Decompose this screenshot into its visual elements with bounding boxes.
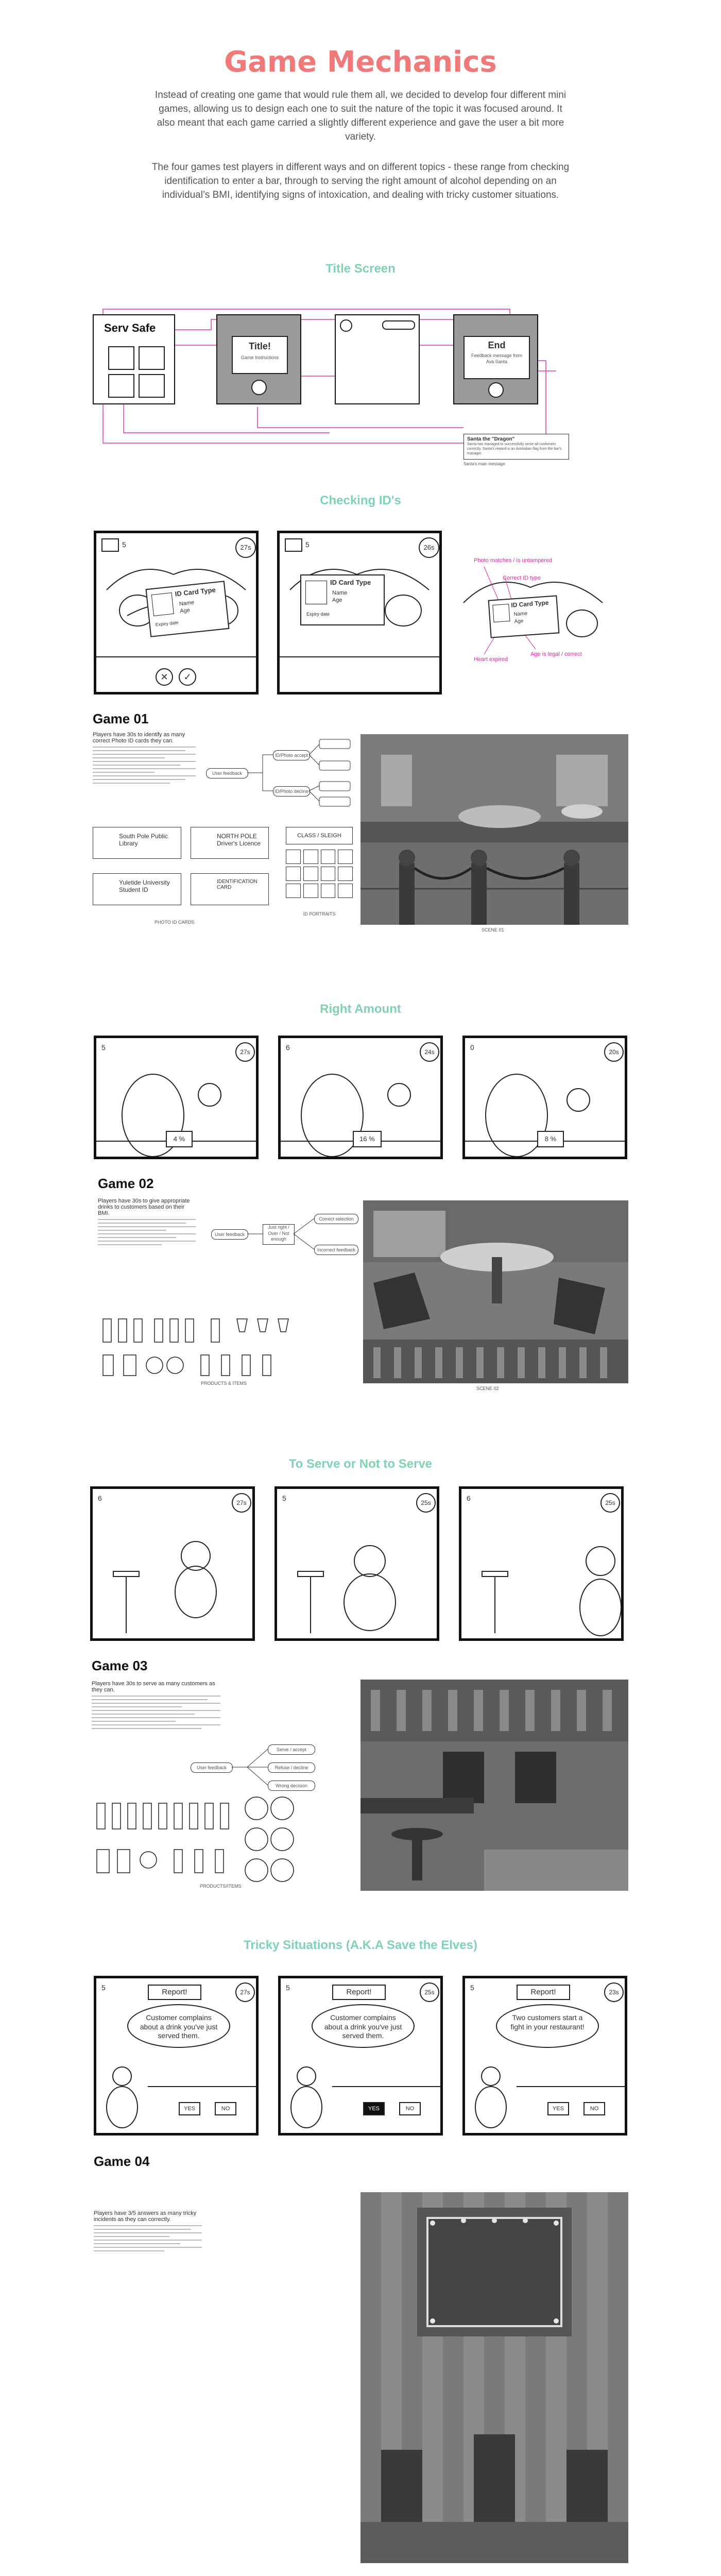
instruction-card-title: Title! (249, 341, 271, 351)
id-card-assets (93, 827, 283, 930)
annotation-heart: Heart expired (474, 656, 508, 663)
id-card[interactable] (300, 574, 385, 625)
game-04-notes (94, 2210, 202, 2254)
caption-scene-01: SCENE 01 (482, 927, 504, 933)
flow-mid: Just right / Over / Not enough (263, 1224, 295, 1245)
instruction-card-sub: Game Instructions (241, 355, 279, 360)
flow-serve: Serve / accept (268, 1744, 315, 1755)
report-banner: Report! (517, 1985, 570, 2000)
serve-frame-3 (459, 1486, 624, 1641)
game-02-products (98, 1309, 340, 1386)
flow-decline: ID/Photo decline (273, 786, 310, 796)
title-screen-flow (93, 299, 628, 464)
customer-count: 6 (98, 1494, 102, 1502)
title-screen-2 (216, 314, 301, 404)
caption-id-portraits: ID PORTRAITS (303, 911, 336, 917)
no-button[interactable]: NO (215, 2102, 236, 2115)
menu-tile[interactable] (108, 346, 134, 370)
id-card-type: ID Card Type (510, 599, 549, 609)
customer-count: 5 (101, 1043, 106, 1052)
flow-root: User feedback (211, 1229, 248, 1240)
no-button[interactable]: NO (583, 2102, 605, 2115)
timer: 27s (235, 537, 256, 558)
annotation-age: Age is legal / correct (530, 651, 582, 657)
section-heading-serve: To Serve or Not to Serve (288, 1457, 433, 1471)
flow-accept: ID/Photo accept (273, 750, 310, 760)
flow-incorrect: Incorrect feedback (314, 1245, 358, 1255)
customer-count: 5 (122, 540, 126, 549)
caption-products: PRODUCTS & ITEMS (201, 1381, 247, 1386)
customer-count: 5 (282, 1494, 286, 1502)
menu-grid (108, 346, 165, 398)
timer-icon (340, 319, 352, 332)
scene-03-bar (360, 1680, 628, 1891)
accept-button[interactable]: ✓ (179, 668, 196, 686)
game-04-label: Game 04 (94, 2154, 150, 2169)
intro-paragraph-2: The four games test players in different ways and on different topics - these range from checking identification to enter a bar, through to serving the right amount of alcohol depending on an individual’s BMI, identifying signs of intoxication, and dealing with tricky customer situations. (151, 162, 570, 200)
intro-paragraph-1: Instead of creating one game that would rule them all, we decided to develop four different mini games, allowing us to design each one to suit the nature of the topic it was focused around. It also meant that each game carried a slightly different experience and gave the user a bit more variety. (154, 90, 566, 142)
right-amount-frames (94, 1036, 629, 1159)
id-card-type: ID Card Type (330, 579, 371, 586)
drink-icons (98, 1309, 340, 1386)
game-02-notes (98, 1198, 196, 1248)
asset-card-library (93, 827, 181, 859)
id-expiry: Expiry date (155, 619, 179, 628)
id-photo (305, 581, 327, 604)
menu-tile[interactable] (139, 346, 165, 370)
id-age: Age (332, 597, 342, 603)
checking-id-annotated (453, 531, 618, 694)
situation-bubble: Two customers start a fight in your restaurant! (496, 2004, 599, 2048)
section-heading-tricky: Tricky Situations (A.K.A Save the Elves) (244, 1938, 477, 1952)
customer-count: 5 (305, 540, 310, 549)
flow-wrong: Wrong decision (268, 1781, 315, 1791)
scene-02-illustration (363, 1200, 628, 1383)
timer: 26s (419, 537, 439, 558)
asset-card-library-text: South Pole Public Library (119, 833, 168, 847)
id-name: Name (332, 590, 348, 596)
annotation-photo: Photo matches / is untampered (474, 557, 553, 564)
timer: 25s (600, 1493, 620, 1513)
serve-frame-1 (90, 1486, 255, 1641)
right-amount-frame-1 (94, 1036, 259, 1159)
santa-note-title: Santa the "Dragon" (467, 436, 515, 442)
end-card-sub: Feedback message from Ava Santa (471, 353, 523, 364)
timer: 27s (235, 1982, 255, 2002)
game-03-label: Game 03 (92, 1658, 148, 1673)
annotation-correct-type: Correct ID type (503, 575, 541, 581)
customer-count: 6 (467, 1494, 471, 1502)
title-screen-3 (335, 314, 420, 404)
id-photo (151, 592, 174, 616)
caption-scene-02: SCENE 02 (476, 1386, 499, 1391)
bmi-percentage: 16 % (353, 1131, 382, 1147)
situation-bubble: Customer complains about a drink you've just served them. (127, 2004, 230, 2048)
bmi-percentage: 4 % (166, 1131, 193, 1147)
section-heading-right-amount: Right Amount (320, 1002, 401, 1016)
tricky-frame-2 (278, 1976, 443, 2136)
sleigh-class: CLASS / SLEIGH (286, 827, 353, 844)
id-card (488, 595, 560, 638)
portrait-grid (286, 850, 353, 898)
scene-01-street (360, 734, 628, 925)
asset-card-licence (191, 827, 269, 859)
serve-frame-2 (274, 1486, 439, 1641)
end-card (464, 336, 530, 379)
customer-count: 5 (470, 1984, 474, 1992)
game-02-desc: Players have 30s to give appropriate drinks to customers based on their BMI. (98, 1198, 190, 1216)
game-01-desc: Players have 30s to identify as many correct Photo ID cards they can. (93, 732, 185, 744)
game-03-icons (92, 1793, 339, 1891)
game-02-label: Game 02 (98, 1176, 154, 1191)
id-card-type: ID Card Type (175, 586, 216, 598)
scene-04-illustration (360, 2192, 628, 2563)
asset-card-identification (191, 873, 269, 905)
id-portraits (286, 827, 353, 930)
tricky-frame-1 (94, 1976, 259, 2136)
timer: 27s (232, 1493, 251, 1513)
flow-refuse: Refuse / decline (268, 1762, 315, 1773)
santa-note-caption: Santa's main message (464, 462, 505, 466)
asset-card-identification-text: IDENTIFICATION CARD (217, 879, 258, 890)
game-03-notes (92, 1681, 220, 1732)
game-04-desc: Players have 3/5 answers as many tricky incidents as they can correctly. (94, 2210, 197, 2223)
timer: 27s (235, 1042, 255, 1062)
checking-id-frame-1 (94, 531, 259, 694)
timer: 25s (420, 1982, 439, 2002)
menu-tile[interactable] (108, 374, 134, 398)
serve-frames (90, 1486, 626, 1641)
instruction-card (232, 336, 288, 374)
section-heading-title-screen: Title Screen (325, 262, 396, 276)
situation-bubble: Customer complains about a drink you've just served them. (312, 2004, 415, 2048)
checking-id-frame-2 (277, 531, 442, 694)
id-card-icon (101, 538, 119, 552)
santa-note (464, 434, 569, 460)
title-screen-4 (453, 314, 538, 404)
play-button[interactable] (251, 380, 267, 395)
bmi-percentage: 8 % (537, 1131, 564, 1147)
game-03-products (92, 1793, 339, 1891)
timer: 24s (420, 1042, 439, 1062)
right-amount-frame-2 (278, 1036, 443, 1159)
page-title: Game Mechanics (224, 45, 497, 79)
progress-pill (382, 320, 415, 330)
tricky-frame-3 (462, 1976, 627, 2136)
id-card-icon (285, 538, 302, 552)
game-02-flowchart (211, 1206, 360, 1262)
yes-button[interactable]: YES (547, 2102, 569, 2115)
game-03-flowchart (191, 1741, 355, 1793)
game-03-desc: Players have 30s to serve as many customers as they can. (92, 1681, 215, 1693)
id-photo (492, 604, 510, 622)
flow-root: User feedback (206, 768, 248, 778)
title-screen-1-title: Serv Safe (104, 321, 156, 334)
flow-correct: Correct selection (314, 1214, 358, 1224)
id-card[interactable] (146, 581, 230, 637)
id-name: Name (179, 599, 195, 607)
customer-count: 6 (286, 1043, 290, 1052)
timer: 23s (604, 1982, 624, 2002)
asset-card-student-text: Yuletide University Student ID (119, 879, 170, 893)
timer: 20s (604, 1042, 624, 1062)
id-age: Age (179, 607, 191, 615)
customer-count: 5 (101, 1984, 106, 1992)
yes-button-selected[interactable]: YES (363, 2102, 385, 2115)
game-01-notes (93, 732, 196, 786)
tricky-frames (94, 1976, 629, 2136)
title-screen-1 (93, 314, 175, 404)
caption-game-03-products: PRODUCTS/ITEMS (200, 1884, 242, 1889)
asset-card-licence-text: NORTH POLE Driver's Licence (217, 833, 261, 847)
section-heading-checking-ids: Checking ID's (320, 494, 401, 507)
end-card-title: End (488, 340, 506, 350)
customer-count: 5 (286, 1984, 290, 1992)
menu-tile[interactable] (139, 374, 165, 398)
scene-01-illustration (360, 734, 628, 925)
timer: 25s (416, 1493, 436, 1513)
no-button[interactable]: NO (399, 2102, 421, 2115)
game-01-label: Game 01 (93, 711, 149, 726)
id-name: Name (513, 611, 528, 618)
customer-count: 0 (470, 1043, 474, 1052)
report-banner: Report! (148, 1985, 201, 2000)
id-age: Age (514, 618, 524, 625)
caption-photo-id-cards: PHOTO ID CARDS (154, 920, 195, 925)
scene-03-illustration (360, 1680, 628, 1891)
id-expiry: Expiry date (306, 612, 330, 617)
yes-button[interactable]: YES (179, 2102, 200, 2115)
replay-button[interactable] (488, 382, 504, 398)
santa-note-body: Santa has managed to successfully serve all customers correctly. Santa's reward is an Australian flag from the bar's manager. (467, 443, 562, 456)
scene-04-report-board (360, 2192, 628, 2563)
decline-button[interactable]: ✕ (156, 668, 173, 686)
right-amount-frame-3 (462, 1036, 627, 1159)
flow-root: User feedback (191, 1762, 233, 1773)
asset-card-student (93, 873, 181, 905)
scene-02-bar (363, 1200, 628, 1383)
game-01-flowchart (201, 734, 355, 811)
report-banner: Report! (332, 1985, 386, 2000)
